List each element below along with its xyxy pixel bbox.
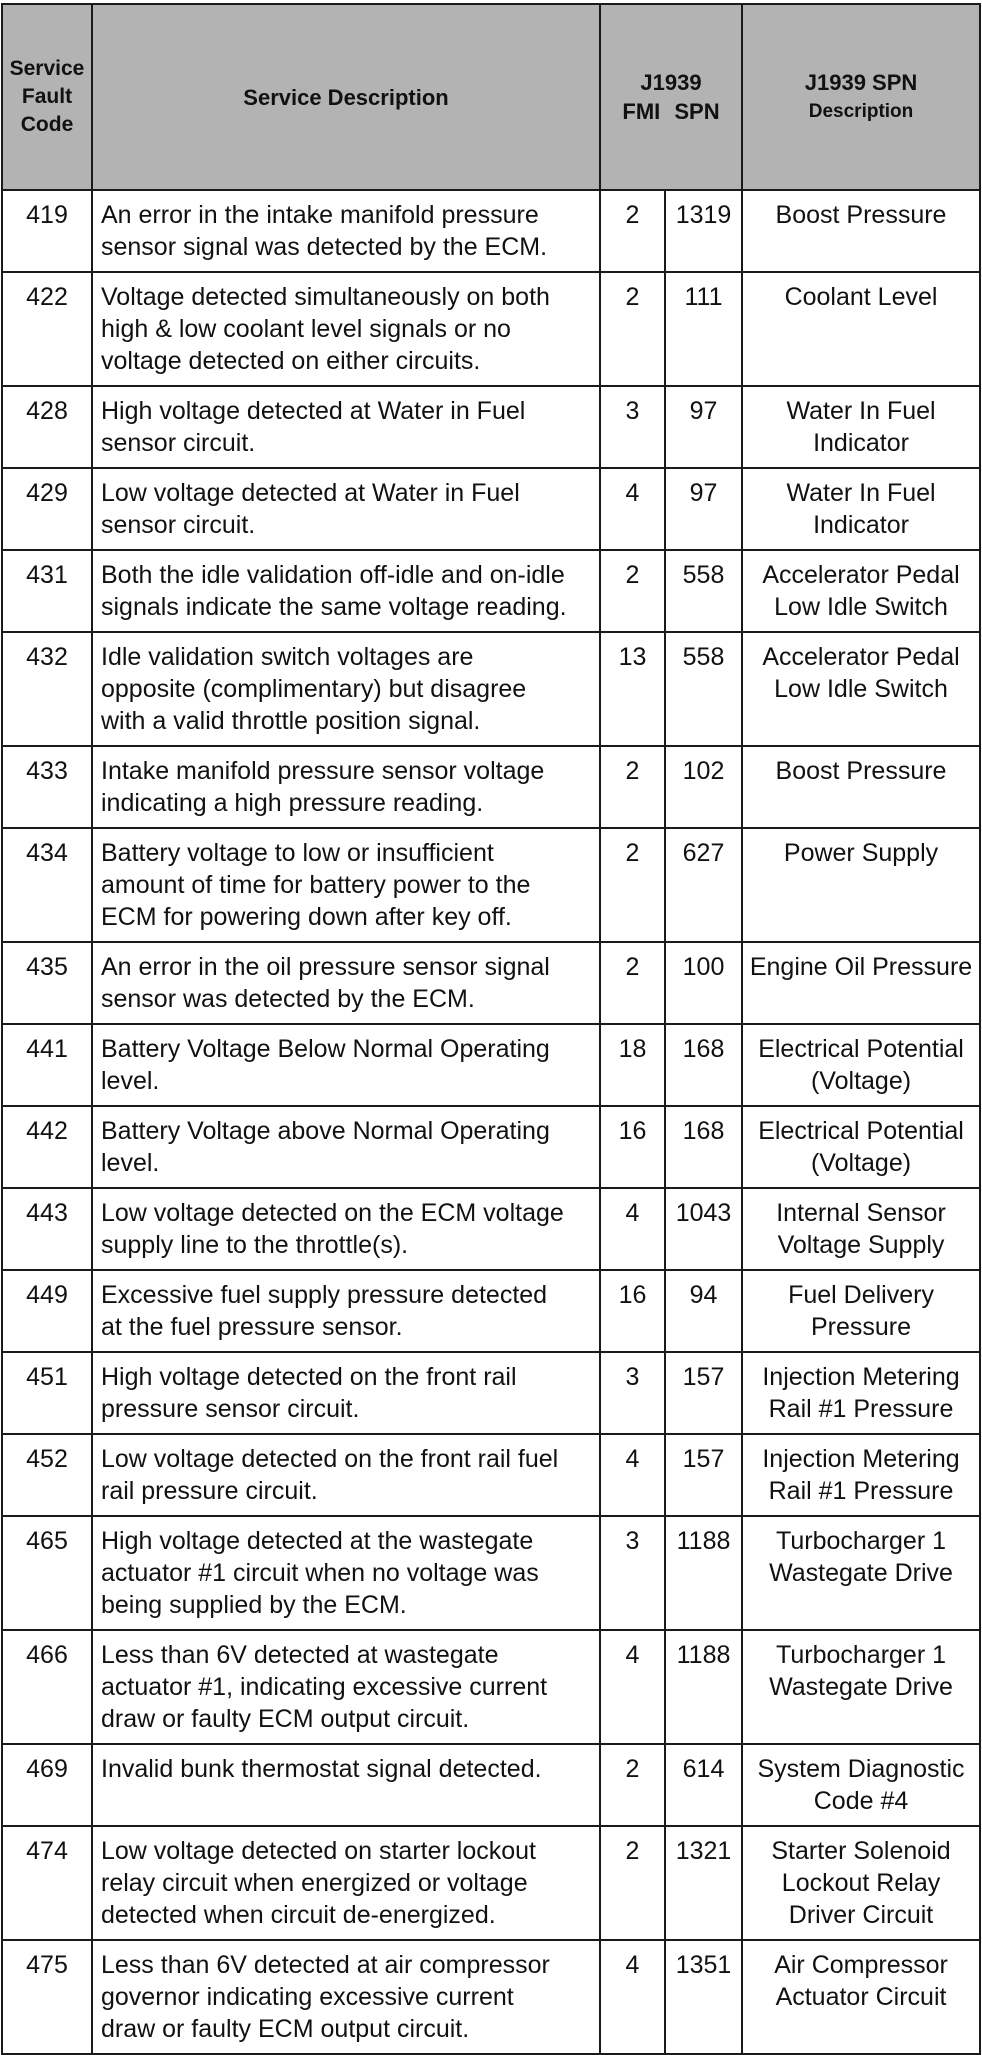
spn-cell: 157: [665, 1352, 742, 1434]
header-service-fault-code: [2, 4, 92, 190]
header-j1939-fmi-spn: [600, 4, 742, 190]
spn-cell: 1188: [665, 1516, 742, 1630]
spn-description-cell: Accelerator Pedal Low Idle Switch: [742, 632, 980, 746]
service-description-cell: Battery Voltage Below Normal Operating level.: [92, 1024, 600, 1106]
fmi-cell: 3: [600, 386, 665, 468]
service-description-cell: Low voltage detected at Water in Fuel sensor circuit.: [92, 468, 600, 550]
table-row: [2, 1630, 980, 1744]
fault-code-cell: 474: [2, 1826, 92, 1940]
fmi-cell: 2: [600, 942, 665, 1024]
spn-description-cell: Electrical Potential (Voltage): [742, 1106, 980, 1188]
table-row: [2, 1434, 980, 1516]
header-service-description: Service Description: [92, 4, 600, 190]
table-row: [2, 1024, 980, 1106]
fault-code-cell: 465: [2, 1516, 92, 1630]
spn-cell: 558: [665, 550, 742, 632]
spn-description-cell: Boost Pressure: [742, 746, 980, 828]
fault-code-cell: 431: [2, 550, 92, 632]
fault-code-cell: 434: [2, 828, 92, 942]
spn-description-cell: Injection Metering Rail #1 Pressure: [742, 1434, 980, 1516]
table-row: [2, 272, 980, 386]
service-description-cell: Voltage detected simultaneously on both high & low coolant level signals or no voltage detected on either circuits.: [92, 272, 600, 386]
spn-cell: 94: [665, 1270, 742, 1352]
spn-cell: 1319: [665, 190, 742, 272]
table-header: [2, 4, 980, 190]
table-row: [2, 1352, 980, 1434]
header-j1939-label: J1939: [640, 70, 702, 95]
spn-cell: 1188: [665, 1630, 742, 1744]
fmi-cell: 2: [600, 550, 665, 632]
fault-code-cell: 449: [2, 1270, 92, 1352]
spn-description-cell: Injection Metering Rail #1 Pressure: [742, 1352, 980, 1434]
fmi-cell: 3: [600, 1516, 665, 1630]
fault-code-cell: 475: [2, 1940, 92, 2054]
spn-description-cell: Water In Fuel Indicator: [742, 386, 980, 468]
fault-code-cell: 419: [2, 190, 92, 272]
table-row: [2, 1516, 980, 1630]
fmi-cell: 4: [600, 1630, 665, 1744]
table-row: [2, 746, 980, 828]
fault-code-cell: 443: [2, 1188, 92, 1270]
table-row: [2, 1744, 980, 1826]
spn-cell: 1321: [665, 1826, 742, 1940]
table-row: [2, 1106, 980, 1188]
fault-code-cell: 442: [2, 1106, 92, 1188]
fmi-cell: 13: [600, 632, 665, 746]
fault-code-cell: 428: [2, 386, 92, 468]
service-description-cell: Battery voltage to low or insufficient amount of time for battery power to the ECM for powering down after key off.: [92, 828, 600, 942]
fmi-cell: 3: [600, 1352, 665, 1434]
spn-description-cell: Boost Pressure: [742, 190, 980, 272]
fmi-cell: 2: [600, 828, 665, 942]
spn-cell: 614: [665, 1744, 742, 1826]
fmi-cell: 16: [600, 1270, 665, 1352]
service-description-cell: Low voltage detected on starter lockout relay circuit when energized or voltage detected when circuit de-energized.: [92, 1826, 600, 1940]
spn-description-cell: Turbocharger 1 Wastegate Drive: [742, 1630, 980, 1744]
fmi-cell: 4: [600, 1188, 665, 1270]
service-description-cell: Low voltage detected on the front rail fuel rail pressure circuit.: [92, 1434, 600, 1516]
spn-cell: 111: [665, 272, 742, 386]
spn-description-cell: Accelerator Pedal Low Idle Switch: [742, 550, 980, 632]
service-description-cell: An error in the oil pressure sensor signal sensor was detected by the ECM.: [92, 942, 600, 1024]
fault-code-cell: 452: [2, 1434, 92, 1516]
spn-cell: 157: [665, 1434, 742, 1516]
spn-description-cell: Fuel Delivery Pressure: [742, 1270, 980, 1352]
header-code-text: Service Fault Code: [9, 57, 85, 136]
table-row: [2, 632, 980, 746]
fmi-cell: 2: [600, 1826, 665, 1940]
fmi-cell: 2: [600, 272, 665, 386]
service-description-cell: High voltage detected at Water in Fuel sensor circuit.: [92, 386, 600, 468]
fmi-cell: 2: [600, 746, 665, 828]
fmi-cell: 4: [600, 1940, 665, 2054]
table-row: [2, 386, 980, 468]
spn-cell: 97: [665, 468, 742, 550]
service-description-cell: An error in the intake manifold pressure sensor signal was detected by the ECM.: [92, 190, 600, 272]
spn-cell: 168: [665, 1024, 742, 1106]
header-row: [2, 4, 980, 190]
table-row: [2, 1940, 980, 2054]
table-row: [2, 942, 980, 1024]
service-description-cell: Idle validation switch voltages are opposite (complimentary) but disagree with a valid throttle position signal.: [92, 632, 600, 746]
service-description-cell: Battery Voltage above Normal Operating level.: [92, 1106, 600, 1188]
spn-description-cell: System Diagnostic Code #4: [742, 1744, 980, 1826]
table-row: [2, 828, 980, 942]
fault-code-table: [1, 3, 981, 2055]
spn-cell: 1043: [665, 1188, 742, 1270]
fmi-cell: 4: [600, 1434, 665, 1516]
header-fmi-spn-label: FMI SPN: [622, 99, 720, 124]
fmi-cell: 18: [600, 1024, 665, 1106]
fault-code-cell: 466: [2, 1630, 92, 1744]
header-spn-label: J1939 SPN: [804, 70, 918, 95]
header-spn-description: [742, 4, 980, 190]
fmi-cell: 2: [600, 190, 665, 272]
table-row: [2, 550, 980, 632]
spn-description-cell: Turbocharger 1 Wastegate Drive: [742, 1516, 980, 1630]
service-description-cell: Low voltage detected on the ECM voltage supply line to the throttle(s).: [92, 1188, 600, 1270]
service-description-cell: Less than 6V detected at air compressor governor indicating excessive current draw or faulty ECM output circuit.: [92, 1940, 600, 2054]
service-description-cell: High voltage detected at the wastegate actuator #1 circuit when no voltage was being supplied by the ECM.: [92, 1516, 600, 1630]
service-description-cell: Intake manifold pressure sensor voltage indicating a high pressure reading.: [92, 746, 600, 828]
table-body: [2, 190, 980, 2054]
spn-description-cell: Coolant Level: [742, 272, 980, 386]
fault-code-cell: 435: [2, 942, 92, 1024]
spn-cell: 168: [665, 1106, 742, 1188]
spn-cell: 1351: [665, 1940, 742, 2054]
fault-code-cell: 433: [2, 746, 92, 828]
spn-cell: 558: [665, 632, 742, 746]
fault-code-cell: 422: [2, 272, 92, 386]
spn-cell: 97: [665, 386, 742, 468]
spn-cell: 102: [665, 746, 742, 828]
fault-code-cell: 451: [2, 1352, 92, 1434]
service-description-cell: Invalid bunk thermostat signal detected.: [92, 1744, 600, 1826]
table-row: [2, 1188, 980, 1270]
fault-code-cell: 432: [2, 632, 92, 746]
table-row: [2, 190, 980, 272]
spn-description-cell: Water In Fuel Indicator: [742, 468, 980, 550]
spn-description-cell: Internal Sensor Voltage Supply: [742, 1188, 980, 1270]
spn-description-cell: Power Supply: [742, 828, 980, 942]
fmi-cell: 4: [600, 468, 665, 550]
table-row: [2, 1826, 980, 1940]
service-description-cell: High voltage detected on the front rail pressure sensor circuit.: [92, 1352, 600, 1434]
spn-description-cell: Electrical Potential (Voltage): [742, 1024, 980, 1106]
fmi-cell: 2: [600, 1744, 665, 1826]
table-row: [2, 468, 980, 550]
spn-cell: 627: [665, 828, 742, 942]
fault-code-cell: 429: [2, 468, 92, 550]
spn-description-cell: Air Compressor Actuator Circuit: [742, 1940, 980, 2054]
spn-description-cell: Starter Solenoid Lockout Relay Driver Circuit: [742, 1826, 980, 1940]
fault-code-cell: 469: [2, 1744, 92, 1826]
spn-description-cell: Engine Oil Pressure: [742, 942, 980, 1024]
table-row: [2, 1270, 980, 1352]
fault-code-cell: 441: [2, 1024, 92, 1106]
header-description-label: Description: [808, 101, 914, 122]
fmi-cell: 16: [600, 1106, 665, 1188]
service-description-cell: Less than 6V detected at wastegate actuator #1, indicating excessive current draw or faulty ECM output circuit.: [92, 1630, 600, 1744]
spn-cell: 100: [665, 942, 742, 1024]
service-description-cell: Excessive fuel supply pressure detected at the fuel pressure sensor.: [92, 1270, 600, 1352]
service-description-cell: Both the idle validation off-idle and on-idle signals indicate the same voltage reading.: [92, 550, 600, 632]
